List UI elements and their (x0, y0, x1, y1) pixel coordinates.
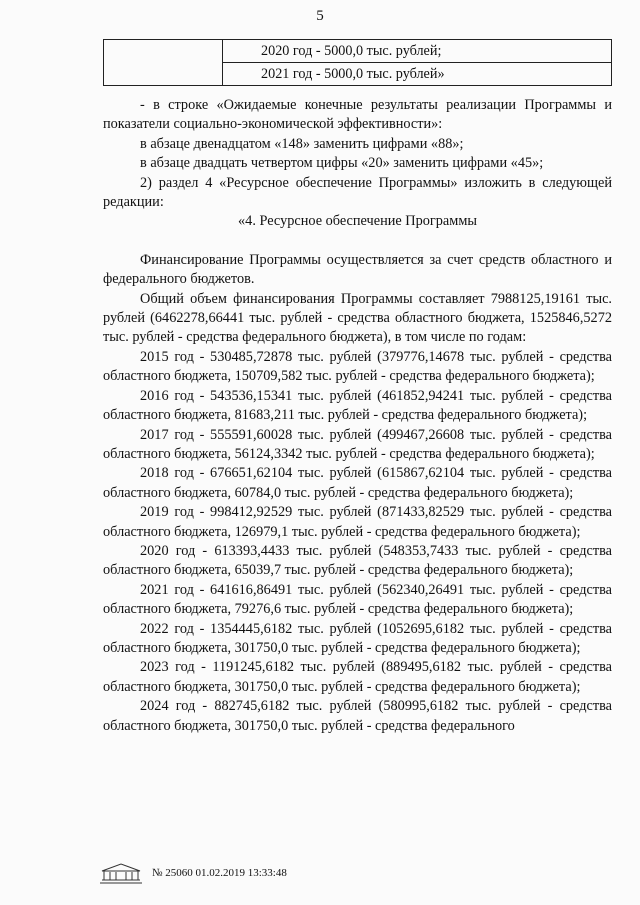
year-paragraph: 2016 год - 543536,15341 тыс. рублей (461852,94241 тыс. рублей - средства областного бюджета, 81683,211 тыс. рублей - средства федерального бюджета); (103, 387, 612, 424)
table-cell-empty (104, 40, 223, 86)
year-paragraph: 2021 год - 641616,86491 тыс. рублей (562340,26491 тыс. рублей - средства областного бюджета, 79276,6 тыс. рублей - средства федерального бюджета); (103, 581, 612, 618)
registration-stamp: № 25060 01.02.2019 13:33:48 (152, 867, 287, 879)
year-paragraph: 2024 год - 882745,6182 тыс. рублей (580995,6182 тыс. рублей - средства областного бюджета, 301750,0 тыс. рублей - средства федерального (103, 698, 612, 734)
page-number: 5 (316, 8, 324, 24)
year-paragraph: 2020 год - 613393,4433 тыс. рублей (548353,7433 тыс. рублей - средства областного бюджета, 65039,7 тыс. рублей - средства федерального бюджета); (103, 542, 612, 579)
year-paragraph: 2015 год - 530485,72878 тыс. рублей (379776,14678 тыс. рублей - средства областного бюджета, 150709,582 тыс. рублей - средства федерального бюджета); (103, 348, 612, 385)
paragraph: в абзаце двенадцатом «148» заменить цифрами «88»; (140, 135, 464, 152)
funding-table (103, 39, 612, 86)
paragraph: Финансирование Программы осуществляется за счет средств областного и федерального бюджетов. (103, 251, 612, 288)
table-cell: 2021 год - 5000,0 тыс. рублей» (223, 63, 612, 86)
government-building-icon (98, 862, 144, 884)
paragraph: Общий объем финансирования Программы составляет 7988125,19161 тыс. рублей (6462278,66441 тыс. рублей - средства областного бюджета, 1525846,5272 тыс. рублей - средства федерального бюджета), в том числе по годам: (103, 290, 612, 346)
document-footer (98, 862, 287, 884)
document-body (103, 96, 612, 736)
table-row (104, 40, 612, 63)
year-paragraph: 2019 год - 998412,92529 тыс. рублей (871433,82529 тыс. рублей - средства областного бюджета, 126979,1 тыс. рублей - средства федерального бюджета); (103, 504, 612, 540)
spacer (103, 232, 612, 251)
paragraph: 2) раздел 4 «Ресурсное обеспечение Программы» изложить в следующей редакции: (103, 174, 612, 211)
table-cell: 2020 год - 5000,0 тыс. рублей; (223, 40, 612, 63)
year-paragraph: 2022 год - 1354445,6182 тыс. рублей (1052695,6182 тыс. рублей - средства областного бюджета, 301750,0 тыс. рублей - средства федерального бюджета); (103, 620, 612, 656)
year-paragraph: 2017 год - 555591,60028 тыс. рублей (499467,26608 тыс. рублей - средства областного бюджета, 56124,3342 тыс. рублей - средства федерального бюджета); (103, 426, 612, 462)
section-title: «4. Ресурсное обеспечение Программы (238, 213, 477, 230)
paragraph: в абзаце двадцать четвертом цифры «20» заменить цифрами «45»; (140, 155, 544, 172)
paragraph: - в строке «Ожидаемые конечные результаты реализации Программы и показатели социально-экономической эффективности»: (103, 97, 612, 133)
year-paragraph: 2018 год - 676651,62104 тыс. рублей (615867,62104 тыс. рублей - средства областного бюджета, 60784,0 тыс. рублей - средства федерального бюджета); (103, 465, 612, 501)
year-paragraph: 2023 год - 1191245,6182 тыс. рублей (889495,6182 тыс. рублей - средства областного бюджета, 301750,0 тыс. рублей - средства федерального бюджета); (103, 659, 612, 695)
